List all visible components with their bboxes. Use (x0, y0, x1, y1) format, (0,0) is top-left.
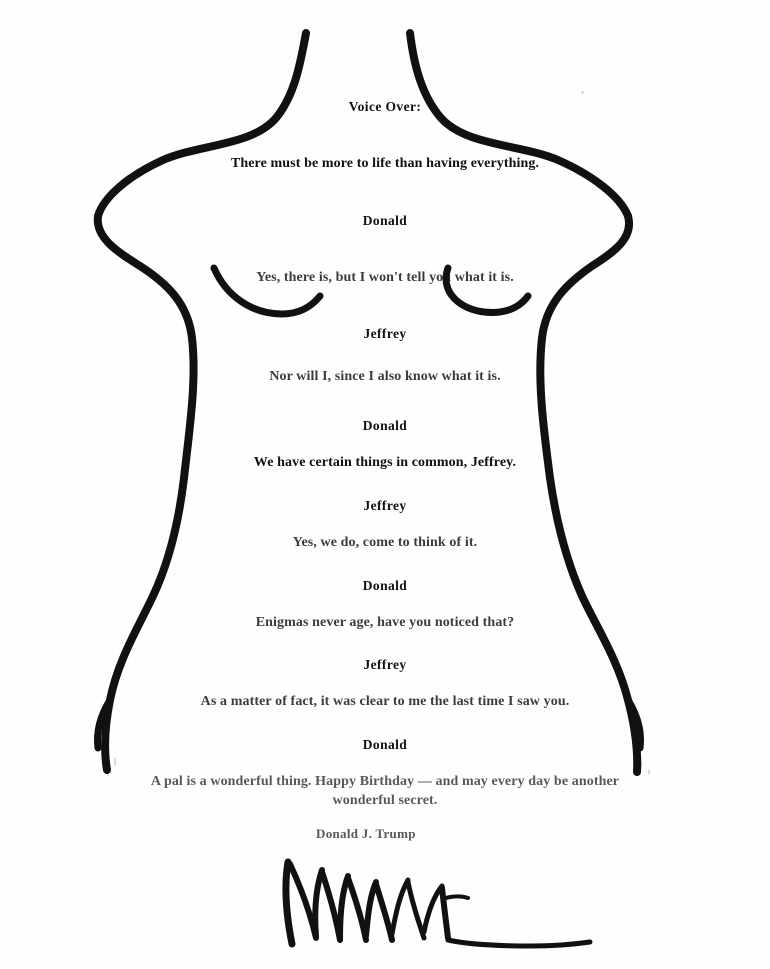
handwritten-signature-icon (270, 848, 600, 958)
script-block (96, 214, 674, 288)
signature-block (260, 826, 520, 842)
script-speaker: Donald (362, 418, 408, 434)
script-line: Yes, we do, come to think of it. (292, 534, 478, 550)
script-speaker: Donald (362, 737, 408, 753)
script-speaker: Donald (362, 212, 408, 228)
script-block (96, 419, 674, 473)
script-block (96, 738, 674, 811)
script-line: Enigmas never age, have you noticed that? (255, 614, 515, 630)
script-line: Yes, there is, but I won't tell you what it is. (256, 269, 514, 285)
script-line: A pal is a wonderful thing. Happy Birthday — and may every day be another wonderful secret. (150, 773, 620, 808)
script-speaker: Donald (362, 577, 408, 593)
script-block (96, 658, 674, 712)
script-speaker: Voice Over: (348, 99, 422, 114)
script-block (96, 499, 674, 553)
script-block (96, 327, 674, 387)
script-line: As a matter of fact, it was clear to me the last time I saw you. (200, 694, 570, 710)
script-line: There must be more to life than having everything. (230, 155, 540, 171)
script-block (96, 100, 674, 174)
signature-name: Donald J. Trump (316, 826, 416, 841)
script-speaker: Jeffrey (363, 326, 407, 342)
script-line: Nor will I, since I also know what it is. (269, 369, 501, 385)
script-block (96, 579, 674, 633)
script-body (96, 100, 674, 811)
script-speaker: Jeffrey (363, 497, 407, 513)
script-speaker: Jeffrey (363, 657, 407, 673)
scan-speck (581, 91, 584, 94)
script-line: We have certain things in common, Jeffrey. (253, 455, 517, 471)
